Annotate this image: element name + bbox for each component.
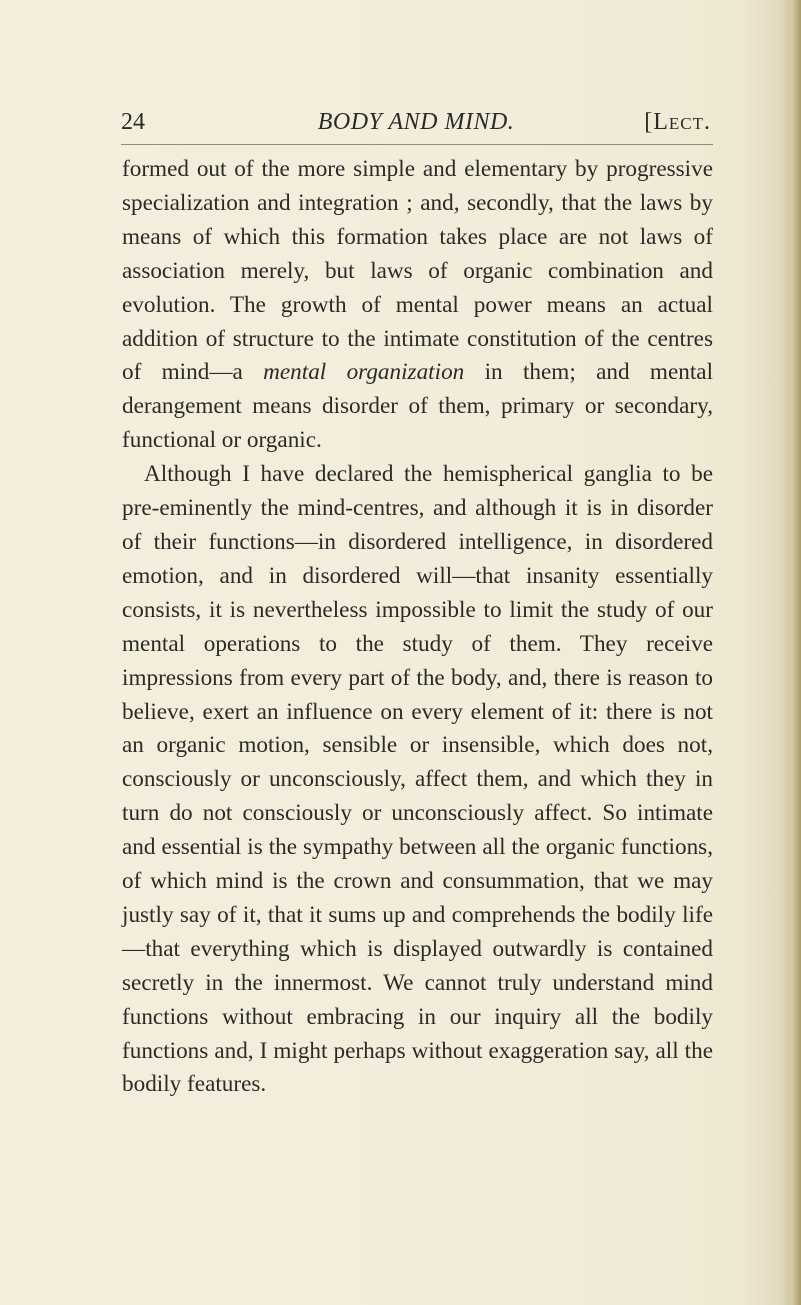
paragraph-text: in them; and mental derangement means disorder of them, primary or secondary, functional or organic. bbox=[122, 359, 714, 454]
header-rule bbox=[121, 144, 713, 145]
italic-phrase: mental organization bbox=[263, 359, 465, 386]
lecture-reference: [Lect. bbox=[644, 109, 711, 135]
page-edge-shadow bbox=[785, 0, 801, 1305]
page-number: 24 bbox=[121, 109, 145, 135]
running-title: BODY AND MIND. bbox=[317, 109, 515, 135]
paragraph-continued bbox=[122, 153, 713, 458]
paragraph-text: formed out of the more simple and elementary by progressive specialization and integration ; and, secondly, that the laws by means of which this formation takes place are not laws of association merely, but laws of organic combination and evolution. The growth of mental power means an actual addition of structure to the intimate constitution of the centres of mind—a bbox=[122, 156, 713, 386]
body-text bbox=[122, 153, 713, 1102]
running-header bbox=[121, 104, 711, 140]
paragraph: Although I have declared the hemispherical ganglia to be pre-eminently the mind-centres, and although it is in disorder of their functions—in disordered intelligence, in disordered emotion, and in disordered will—that insanity essentially consists, it is nevertheless impossible to limit the study of our mental operations to the study of them. They receive impressions from every part of the body, and, there is reason to believe, exert an influence on every element of it: there is not an organic motion, sensible or insensible, which does not, consciously or unconsciously, affect them, and which they in turn do not consciously or unconsciously affect. So intimate and essential is the sympathy between all the organic functions, of which mind is the crown and consummation, that we may justly say of it, that it sums up and comprehends the bodily life—that everything which is displayed outwardly is contained secretly in the innermost. We cannot truly understand mind functions without embracing in our inquiry all the bodily functions and, I might perhaps without exaggeration say, all the bodily features. bbox=[122, 461, 713, 1098]
